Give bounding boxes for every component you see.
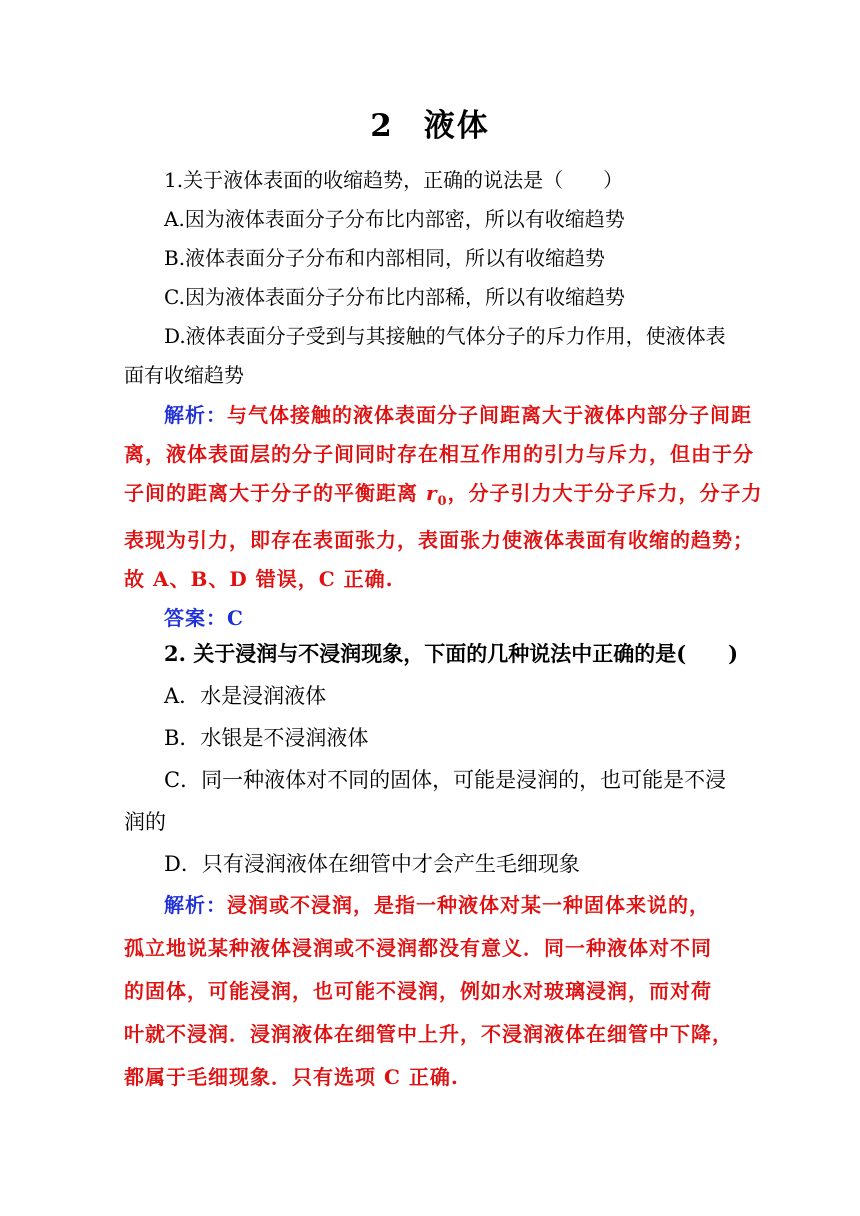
q1-analysis: [124, 396, 763, 638]
q2-analysis-label: 解析：: [164, 893, 227, 917]
q2-analysis-line-2: 孤立地说某种液体浸润或不浸润都没有意义．同一种液体对不同: [124, 936, 712, 960]
q2-option-c-cont: 润的: [124, 810, 166, 834]
q2-option-b: [124, 717, 740, 759]
q2-analysis-line-5: 都属于毛细现象．只有选项 C 正确.: [124, 1065, 459, 1089]
q2-option-a: [124, 675, 740, 717]
q1-option-c: C.因为液体表面分子分布比内部稀，所以有收缩趋势: [164, 285, 625, 309]
question-1: [124, 161, 740, 395]
q1-option-b: B.液体表面分子分布和内部相同，所以有收缩趋势: [164, 246, 606, 270]
q1-analysis-line-4: 表现为引力，即存在表面张力，表面张力使液体表面有收缩的趋势；: [124, 528, 754, 552]
q1-option-d: D.液体表面分子受到与其接触的气体分子的斥力作用，使液体表: [164, 324, 726, 348]
q2-option-a-text: A．水是浸润液体: [164, 684, 327, 708]
q1-stem: 1.关于液体表面的收缩趋势，正确的说法是（ ）: [164, 168, 624, 192]
q1-analysis-line-1: 与气体接触的液体表面分子间距离大于液体内部分子间距: [227, 403, 752, 427]
question-2: [124, 633, 740, 885]
r0-subscript: 0: [437, 494, 448, 509]
q2-analysis-line-3: 的固体，可能浸润，也可能不浸润，例如水对玻璃浸润，而对荷: [124, 979, 712, 1003]
q2-option-b-text: B．水银是不浸润液体: [164, 726, 369, 750]
q1-answer-value: C: [227, 606, 244, 630]
q2-analysis-line-1: 浸润或不浸润，是指一种液体对某一种固体来说的，: [227, 893, 710, 917]
q1-option-a: A.因为液体表面分子分布比内部密，所以有收缩趋势: [164, 207, 625, 231]
q2-analysis: [124, 884, 740, 1099]
title-number: 2: [370, 108, 394, 144]
q2-option-d: D．只有浸润液体在细管中才会产生毛细现象: [164, 852, 580, 876]
title-text: 液体: [423, 108, 490, 144]
q1-option-d-cont: 面有收缩趋势: [124, 363, 244, 387]
q2-stem: 2. 关于浸润与不浸润现象，下面的几种说法中正确的是( ): [164, 641, 739, 666]
q2-option-c: C．同一种液体对不同的固体，可能是浸润的，也可能是不浸: [164, 768, 727, 792]
r0-symbol: r: [425, 481, 438, 505]
q1-answer-label: 答案：: [164, 606, 227, 630]
q1-analysis-line-2: 离，液体表面层的分子间同时存在相互作用的引力与斥力，但由于分: [124, 442, 754, 466]
q1-analysis-line-3b: ，分子引力大于分子斥力，分子力: [447, 481, 763, 505]
q1-analysis-line-3: 子间的距离大于分子的平衡距离: [124, 481, 418, 505]
q2-analysis-line-4: 叶就不浸润．浸润液体在细管中上升，不浸润液体在细管中下降，: [124, 1022, 733, 1046]
q1-analysis-label: 解析：: [164, 403, 227, 427]
q1-analysis-line-5: 故 A、B、D 错误，C 正确.: [124, 567, 394, 591]
page-title: [0, 100, 860, 145]
